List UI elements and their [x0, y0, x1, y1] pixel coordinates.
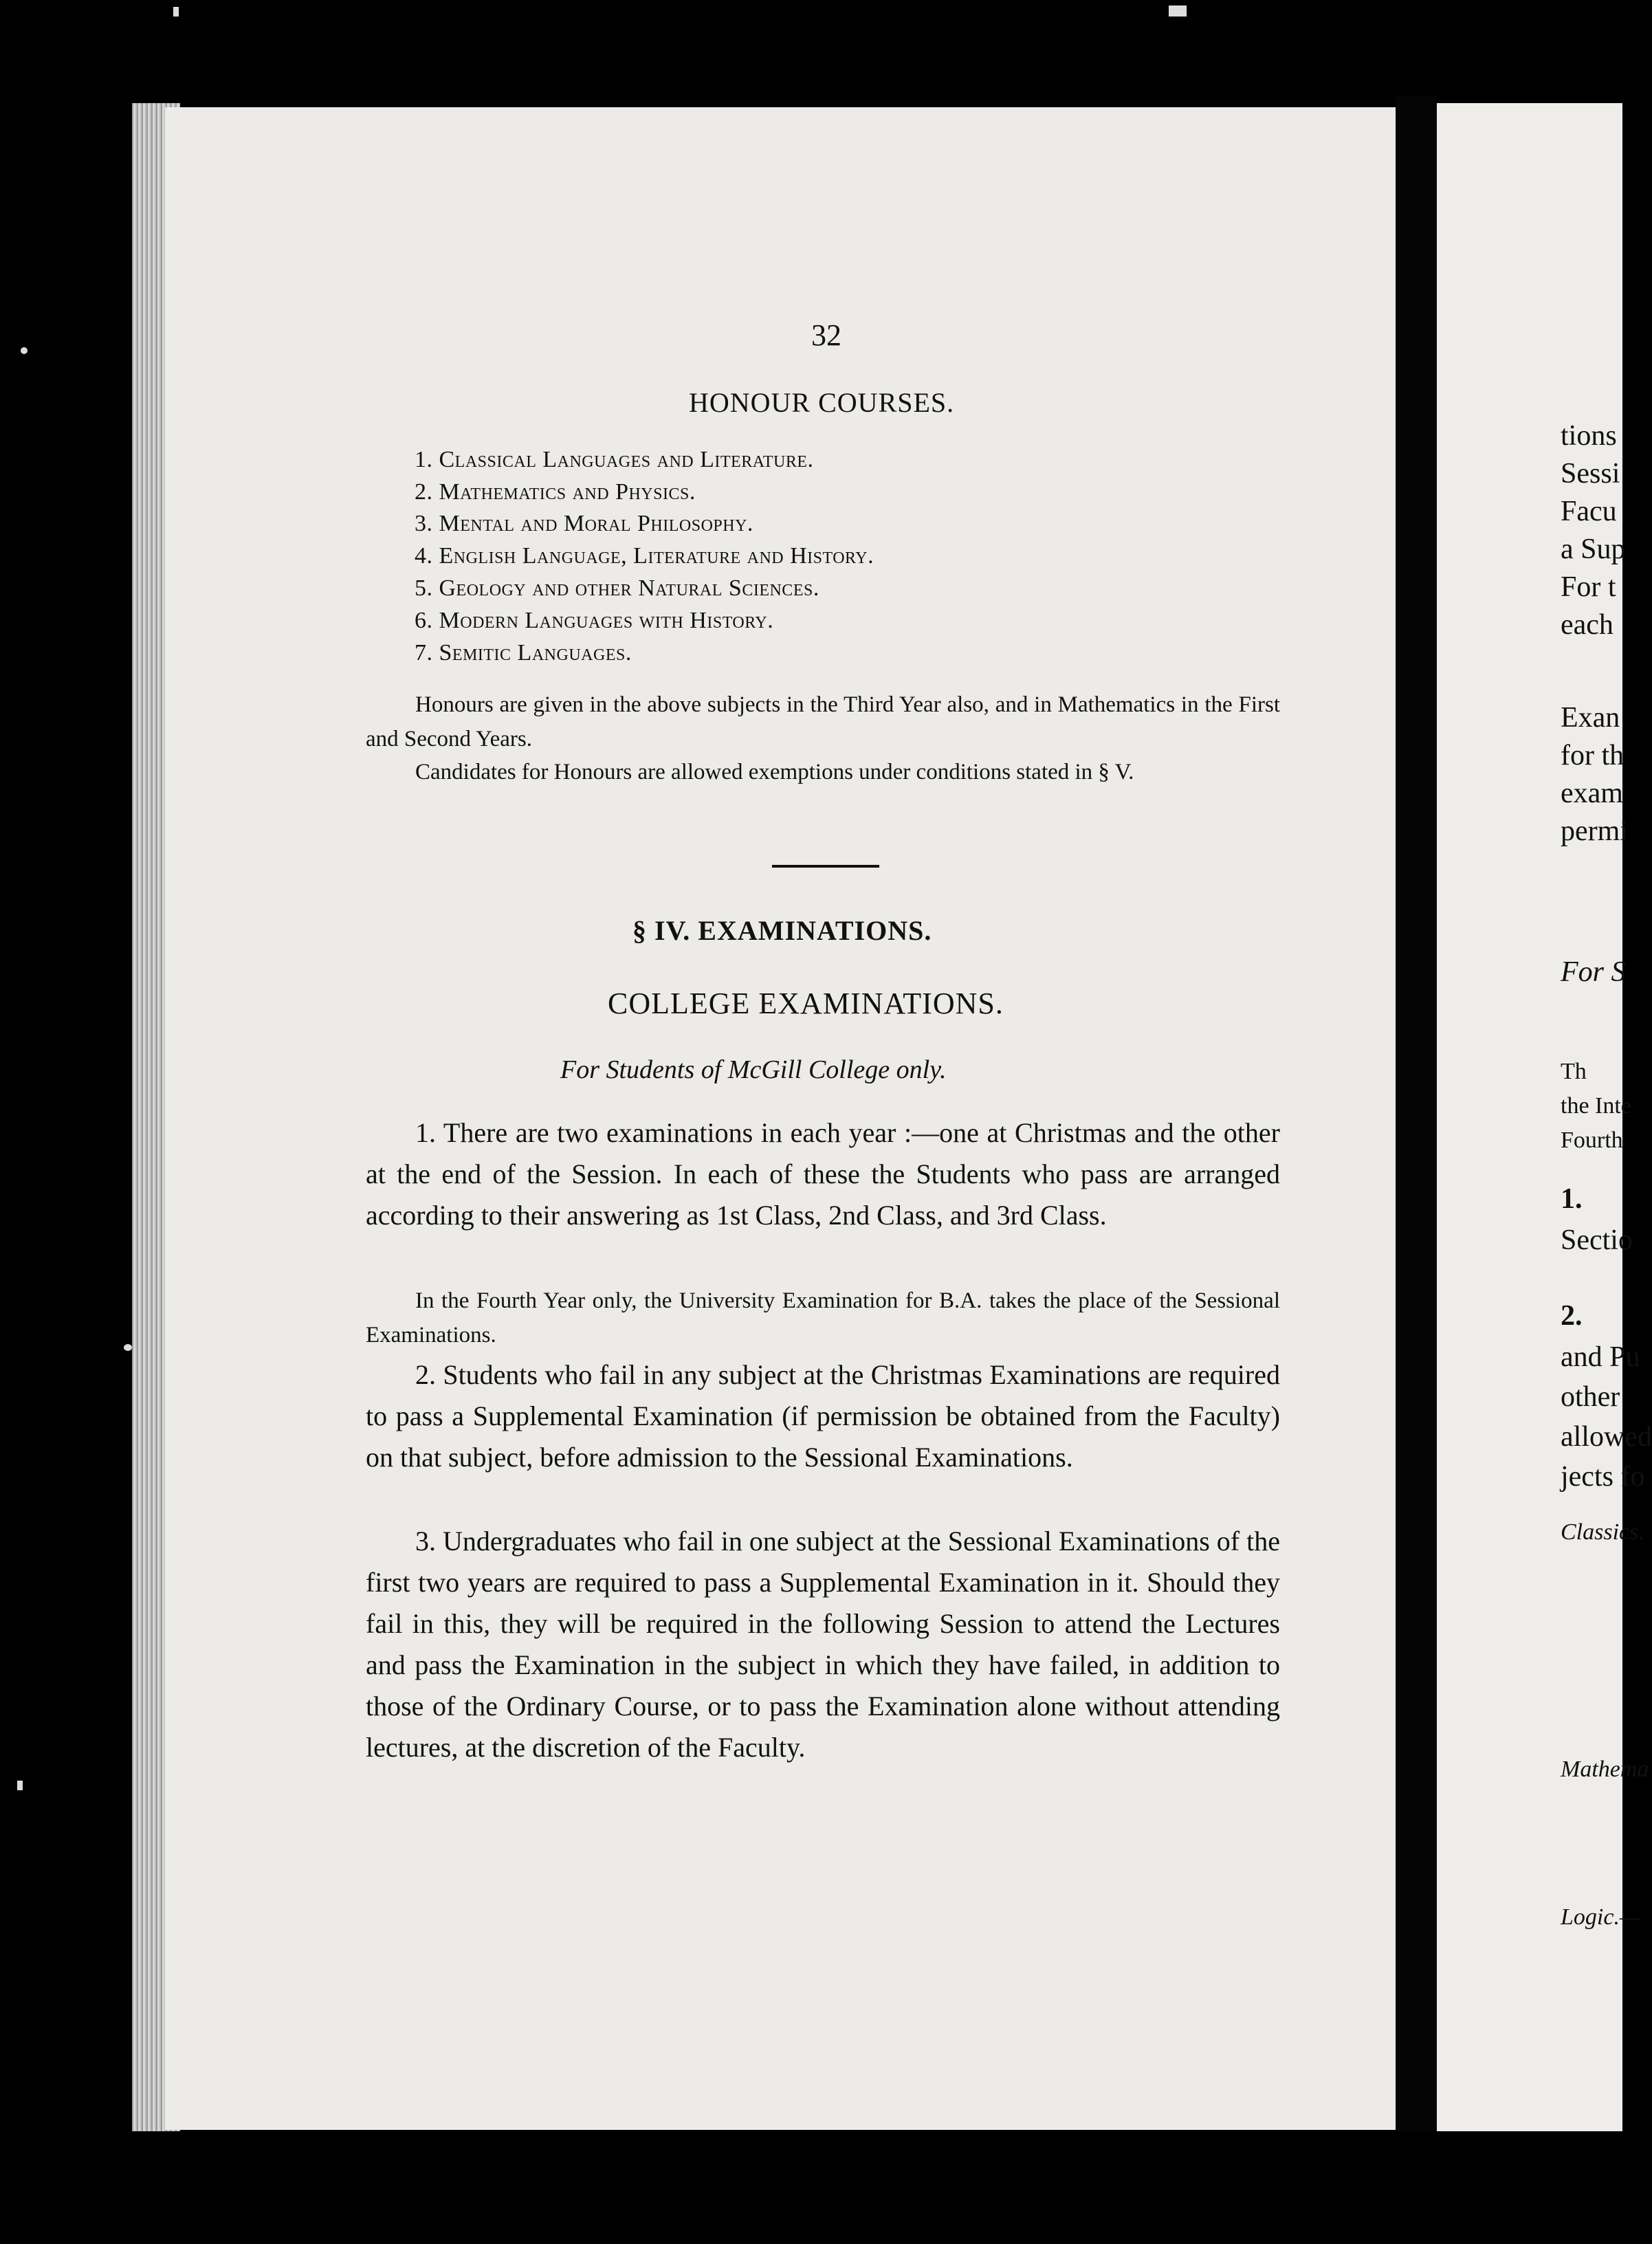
fragment-line: Facu — [1561, 496, 1617, 527]
fragment-line: the Inte — [1561, 1093, 1631, 1119]
fragment-line: and Pu — [1561, 1341, 1640, 1373]
list-item: 7. Semitic Languages. — [415, 640, 632, 666]
fragment-line: 1. — [1561, 1183, 1583, 1215]
fragment-line: For t — [1561, 571, 1616, 603]
fragment-line: Exan — [1561, 702, 1620, 734]
fragment-line: permi — [1561, 815, 1628, 847]
fragment-line: allowed — [1561, 1421, 1652, 1453]
list-item: 1. Classical Languages and Literature. — [415, 447, 814, 472]
scan-speck — [1169, 6, 1187, 16]
honours-note: Honours are given in the above subjects in the Third Year also, and in Mathematics in the First and Second Years. — [366, 692, 1280, 751]
list-item: 6. Modern Languages with History. — [415, 608, 774, 633]
list-item: 2. Mathematics and Physics. — [415, 479, 696, 505]
list-item: 3. Mental and Moral Philosophy. — [415, 511, 753, 536]
list-item: 5. Geology and other Natural Sciences. — [415, 575, 819, 601]
fragment-line: a Sup — [1561, 534, 1626, 565]
fragment-line: exam — [1561, 778, 1623, 809]
page-number: 32 — [811, 318, 841, 352]
paragraph-3: 3. Undergraduates who fail in one subject at the Sessional Examinations of the first two years are required to pass a Supplemental Examination in it. Should they fail in this, they will be required in the following Session to attend the Lectures and pass the Examination in the subject in which they have failed, in addition to those of the Ordinary Course, or to pass the Examination alone without attending lectures, at the discretion of the Faculty. — [366, 1526, 1280, 1763]
fragment-line: tions — [1561, 420, 1617, 452]
fragment-line: Logic.— — [1561, 1904, 1641, 1930]
right-page-fragment — [1437, 103, 1652, 2131]
subsection-heading: COLLEGE EXAMINATIONS. — [608, 987, 1004, 1020]
fragment-line: Fourth — [1561, 1128, 1623, 1153]
scan-speck — [124, 1344, 132, 1351]
subsection-note: For Students of McGill College only. — [560, 1055, 947, 1084]
book-gutter — [1396, 96, 1437, 2131]
honour-courses-heading: HONOUR COURSES. — [689, 387, 955, 418]
paragraph-2: 2. Students who fail in any subject at the Christmas Examinations are required to pass a Supplemental Examination (if permission be obtained from the Faculty) on that subject, before admission to the Sessional Examinations. — [366, 1359, 1280, 1473]
fragment-line: 2. — [1561, 1300, 1583, 1332]
list-item: 4. English Language, Literature and History. — [415, 543, 874, 569]
scan-speck — [21, 347, 27, 354]
candidates-note: Candidates for Honours are allowed exemptions under conditions stated in § V. — [415, 760, 1134, 784]
paragraph-1: 1. There are two examinations in each year :—one at Christmas and the other at the end of the Session. In each of these the Students who pass are arranged according to their answering as 1st Class, 2nd Class, and 3rd Class. — [366, 1117, 1280, 1231]
fragment-line: Th — [1561, 1059, 1587, 1084]
fragment-line: jects fo — [1561, 1461, 1645, 1493]
section-divider — [772, 865, 879, 868]
fragment-line: for th — [1561, 740, 1625, 771]
section-heading: § IV. EXAMINATIONS. — [632, 915, 932, 946]
fragment-line: Sectio — [1561, 1224, 1633, 1256]
fragment-line: each — [1561, 609, 1614, 641]
fragment-line: Mathema — [1561, 1757, 1649, 1782]
fragment-line: For S — [1561, 956, 1626, 988]
fragment-line: Sessi — [1561, 458, 1620, 490]
scan-speck — [173, 7, 179, 16]
paragraph-1-note: In the Fourth Year only, the University Examination for B.A. takes the place of the Sessional Examinations. — [366, 1288, 1280, 1348]
fragment-line: other — [1561, 1381, 1620, 1413]
scan-speck — [17, 1781, 23, 1790]
fragment-line: Classics. — [1561, 1519, 1644, 1545]
